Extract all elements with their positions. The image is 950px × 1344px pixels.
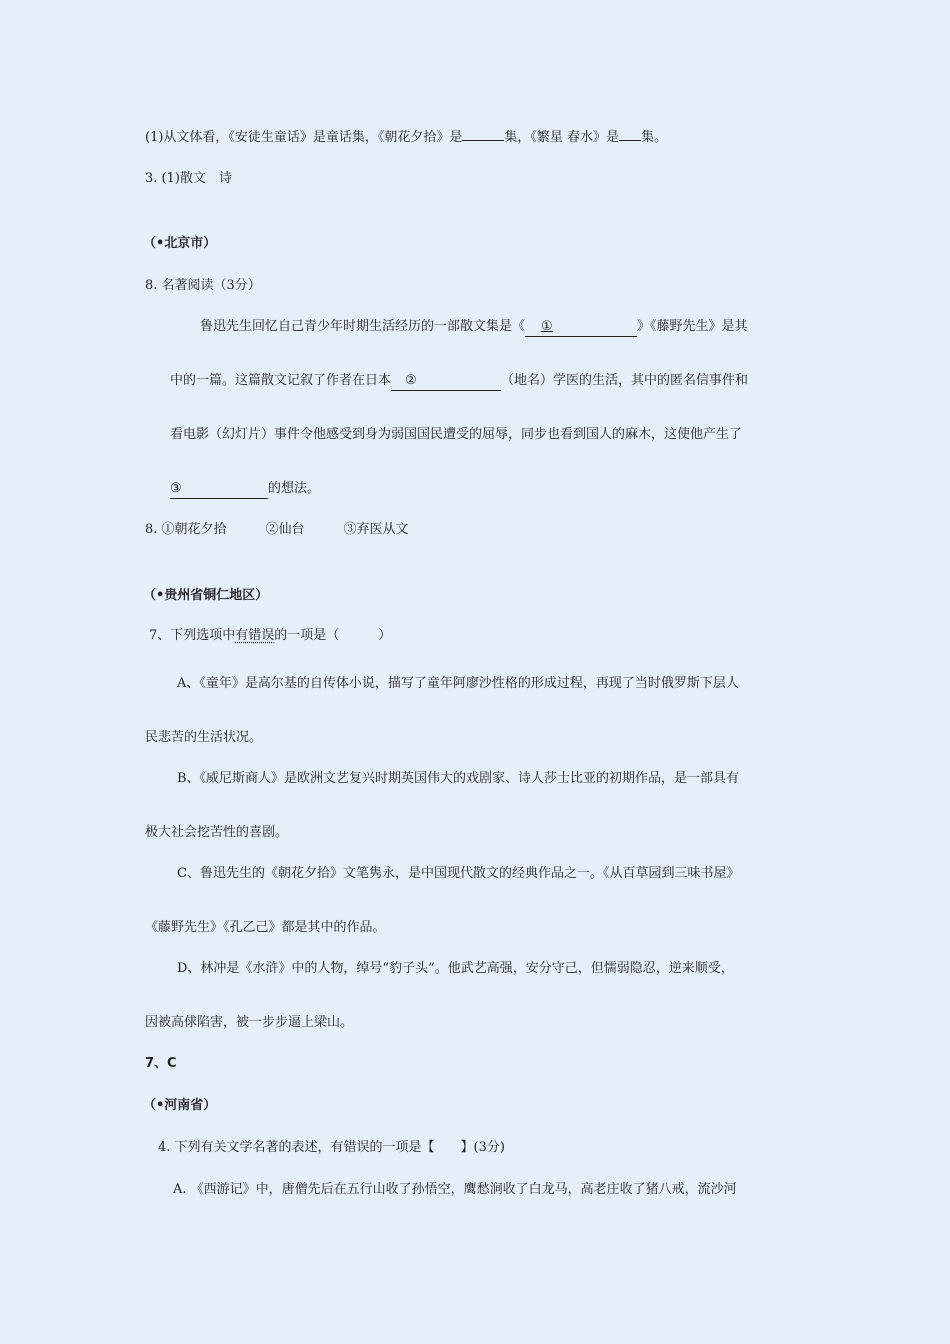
q8-head: 8. 名著阅读（3分） xyxy=(145,278,261,293)
answer-8: 8. ①朝花夕拾 ②仙台 ③弃医从文 xyxy=(145,522,409,537)
q8-l2-text: 中的一篇。这篇散文记叙了作者在日本 xyxy=(170,373,392,388)
q7-option-b-line1: B、《威尼斯商人》是欧洲文艺复兴时期英国伟大的戏剧家、诗人莎士比亚的初期作品，是一部具有 xyxy=(177,771,740,786)
q4-option-a-line1: A. 《西游记》中，唐僧先后在五行山收了孙悟空，鹰愁涧收了白龙马，高老庄收了猪八戒，流沙河 xyxy=(173,1182,737,1197)
q1-text-b: 集，《繁星 春水》是 xyxy=(504,130,620,145)
q8-line2 xyxy=(170,372,748,391)
q7-option-a-line2: 民悲苦的生活状况。 xyxy=(145,730,263,745)
q7-option-d-line2: 因被高俅陷害，被一步步逼上梁山。 xyxy=(145,1015,354,1030)
q7-option-d-line1: D、林冲是《水浒》中的人物，绰号“豹子头”。他武艺高强，安分守己，但懦弱隐忍，逆来顺受， xyxy=(177,961,734,976)
section-guizhou: （•贵州省铜仁地区） xyxy=(143,588,269,603)
q8-l1-text: 鲁迅先生回忆自己青少年时期生活经历的一部散文集是《 xyxy=(200,319,526,334)
q7-option-b-line2: 极大社会挖苦性的喜剧。 xyxy=(145,825,289,840)
q8-blank-1[interactable]: ① xyxy=(525,318,637,337)
section-henan: （•河南省） xyxy=(143,1098,217,1113)
answer-3: 3. (1)散文 诗 xyxy=(145,171,232,186)
q1-text-a: (1)从文体看，《安徒生童话》是童话集，《朝花夕拾》是 xyxy=(145,130,463,145)
q8-line1 xyxy=(200,318,748,337)
q1-blank-1[interactable] xyxy=(462,128,504,141)
q4-head: 4. 下列有关文学名著的表述，有错误的一项是【 】(3分) xyxy=(158,1140,505,1155)
answer-7: 7、C xyxy=(145,1056,177,1071)
q8-line4 xyxy=(170,480,320,499)
q7-text-a: 7、下列选项中 xyxy=(149,628,236,643)
q1-text-c: 集。 xyxy=(641,130,668,145)
q7-head xyxy=(149,627,391,645)
q8-line3: 看电影（幻灯片）事件令他感受到身为弱国国民遭受的屈辱，同步也看到国人的麻木，这使他产生了 xyxy=(170,427,743,442)
q8-l2-text-b: （地名）学医的生活，其中的匿名信事件和 xyxy=(501,373,749,388)
q7-emphasis: 有错误 xyxy=(235,628,275,643)
section-beijing: （•北京市） xyxy=(143,236,217,251)
q1-blank-2[interactable] xyxy=(619,128,641,141)
q1-line xyxy=(145,128,667,147)
q8-l4-text: 的想法。 xyxy=(268,481,321,496)
q7-text-b: 的一项是（ ） xyxy=(274,628,392,643)
q7-option-a-line1: A、《童年》是高尔基的自传体小说，描写了童年阿廖沙性格的形成过程，再现了当时俄罗斯下层人 xyxy=(177,676,739,691)
q7-option-c-line1: C、鲁迅先生的《朝花夕拾》文笔隽永，是中国现代散文的经典作品之一。《从百草园到三味书屋》 xyxy=(177,866,740,881)
q8-blank-3[interactable]: ③ xyxy=(170,480,268,499)
q8-blank-2[interactable]: ② xyxy=(391,372,501,391)
q8-l1-text-b: 》《藤野先生》是其 xyxy=(637,319,748,334)
q7-option-c-line2: 《藤野先生》《孔乙己》都是其中的作品。 xyxy=(145,920,386,935)
